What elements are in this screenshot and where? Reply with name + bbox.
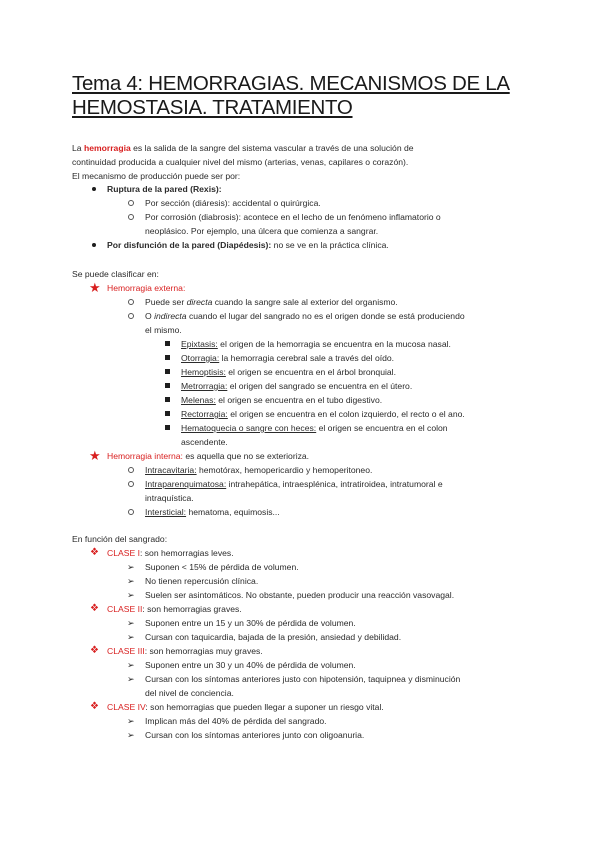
- class-2-line: CLASE II: son hemorragias graves.: [107, 604, 242, 614]
- class-4-line: CLASE IV: son hemorragias que pueden llegar a suponer un riesgo vital.: [107, 702, 384, 712]
- arrow-icon: ➢: [127, 730, 135, 740]
- ring-bullet-icon: [128, 214, 134, 220]
- diamond-icon: ❖: [90, 701, 99, 712]
- square-bullet-icon: [165, 369, 170, 374]
- diamond-icon: ❖: [90, 603, 99, 614]
- indirect-line-cont: el mismo.: [145, 325, 182, 335]
- arrow-icon: ➢: [127, 562, 135, 572]
- type-epixtasis: Epixtasis: el origen de la hemorragia se encuentra en la mucosa nasal.: [181, 339, 451, 349]
- title-line-1: Tema 4: HEMORRAGIAS. MECANISMOS DE LA: [72, 72, 510, 95]
- diabrosis-line-2: neoplásico. Por ejemplo, una úlcera que comienza a sangrar.: [145, 226, 379, 236]
- page-title: [72, 72, 532, 120]
- ring-bullet-icon: [128, 313, 134, 319]
- arrow-icon: ➢: [127, 576, 135, 586]
- class-4-item: Cursan con los síntomas anteriores junto con oligoanuria.: [145, 730, 365, 740]
- square-bullet-icon: [165, 355, 170, 360]
- class-3-item: Suponen entre un 30 y un 40% de pérdida de volumen.: [145, 660, 356, 670]
- star-icon: ★: [89, 280, 101, 295]
- title-line-2: HEMOSTASIA. TRATAMIENTO: [72, 96, 353, 119]
- intro-line-1: La hemorragia es la salida de la sangre del sistema vascular a través de una solución de: [72, 143, 414, 153]
- class-1-item: Suponen < 15% de pérdida de volumen.: [145, 562, 299, 572]
- arrow-icon: ➢: [127, 618, 135, 628]
- diaeresis-line: Por sección (diáresis): accidental o quirúrgica.: [145, 198, 321, 208]
- type-hematoquecia: Hematoquecia o sangre con heces: el origen se encuentra en el colon: [181, 423, 448, 433]
- diapedesis-line: Por disfunción de la pared (Diapédesis): no se ve en la práctica clínica.: [107, 240, 389, 250]
- classify-intro: Se puede clasificar en:: [72, 269, 159, 279]
- type-hematoquecia-cont: ascendente.: [181, 437, 228, 447]
- intracavitaria-line: Intracavitaria: hemotórax, hemopericardio y hemoperitoneo.: [145, 465, 373, 475]
- class-1-item: Suelen ser asintomáticos. No obstante, pueden producir una reacción vasovagal.: [145, 590, 455, 600]
- diamond-icon: ❖: [90, 547, 99, 558]
- star-icon: ★: [89, 448, 101, 463]
- arrow-icon: ➢: [127, 590, 135, 600]
- indirect-line: O indirecta cuando el lugar del sangrado no es el origen donde se está produciendo: [145, 311, 465, 321]
- intro-line-3: El mecanismo de producción puede ser por:: [72, 171, 241, 181]
- ring-bullet-icon: [128, 200, 134, 206]
- intersticial-line: Intersticial: hematoma, equimosis...: [145, 507, 280, 517]
- diamond-icon: ❖: [90, 645, 99, 656]
- arrow-icon: ➢: [127, 716, 135, 726]
- arrow-icon: ➢: [127, 674, 135, 684]
- internal-line: Hemorragia interna: es aquella que no se exterioriza.: [107, 451, 310, 461]
- intraparenquimatosa-cont: intraquística.: [145, 493, 194, 503]
- hemorragia-term: hemorragia: [83, 143, 131, 153]
- arrow-icon: ➢: [127, 632, 135, 642]
- bullet-dot-icon: [92, 187, 96, 191]
- type-metrorragia: Metrorragia: el origen del sangrado se encuentra en el útero.: [181, 381, 413, 391]
- ring-bullet-icon: [128, 467, 134, 473]
- type-hemoptisis: Hemoptisis: el origen se encuentra en el árbol bronquial.: [181, 367, 396, 377]
- square-bullet-icon: [165, 411, 170, 416]
- square-bullet-icon: [165, 397, 170, 402]
- rexis-label: Ruptura de la pared (Rexis):: [107, 184, 222, 194]
- arrow-icon: ➢: [127, 660, 135, 670]
- class-3-item-cont: del nivel de conciencia.: [145, 688, 234, 698]
- direct-line: Puede ser directa cuando la sangre sale al exterior del organismo.: [145, 297, 398, 307]
- ring-bullet-icon: [128, 299, 134, 305]
- class-1-item: No tienen repercusión clínica.: [145, 576, 259, 586]
- class-3-item: Cursan con los síntomas anteriores justo con hipotensión, taquipnea y disminución: [145, 674, 461, 684]
- bullet-dot-icon: [92, 243, 96, 247]
- square-bullet-icon: [165, 425, 170, 430]
- external-label: Hemorragia externa:: [107, 283, 186, 293]
- intraparenquimatosa-line: Intraparenquimatosa: intrahepática, intraesplénica, intratiroidea, intratumoral e: [145, 479, 443, 489]
- ring-bullet-icon: [128, 509, 134, 515]
- square-bullet-icon: [165, 341, 170, 346]
- ring-bullet-icon: [128, 481, 134, 487]
- bleeding-intro: En función del sangrado:: [72, 534, 168, 544]
- class-4-item: Implican más del 40% de pérdida del sangrado.: [145, 716, 327, 726]
- class-2-item: Suponen entre un 15 y un 30% de pérdida de volumen.: [145, 618, 356, 628]
- intro-line-2: continuidad producida a cualquier nivel del mismo (arterias, venas, capilares o corazón).: [72, 157, 409, 167]
- diabrosis-line-1: Por corrosión (diabrosis): acontece en el lecho de un fenómeno inflamatorio o: [145, 212, 441, 222]
- class-1-line: CLASE I: son hemorragias leves.: [107, 548, 234, 558]
- type-rectorragia: Rectorragia: el origen se encuentra en el colon izquierdo, el recto o el ano.: [181, 409, 465, 419]
- class-3-line: CLASE III: son hemorragias muy graves.: [107, 646, 263, 656]
- square-bullet-icon: [165, 383, 170, 388]
- type-melenas: Melenas: el origen se encuentra en el tubo digestivo.: [181, 395, 383, 405]
- class-2-item: Cursan con taquicardia, bajada de la presión, ansiedad y debilidad.: [145, 632, 402, 642]
- type-otorragia: Otorragia: la hemorragia cerebral sale a través del oído.: [181, 353, 395, 363]
